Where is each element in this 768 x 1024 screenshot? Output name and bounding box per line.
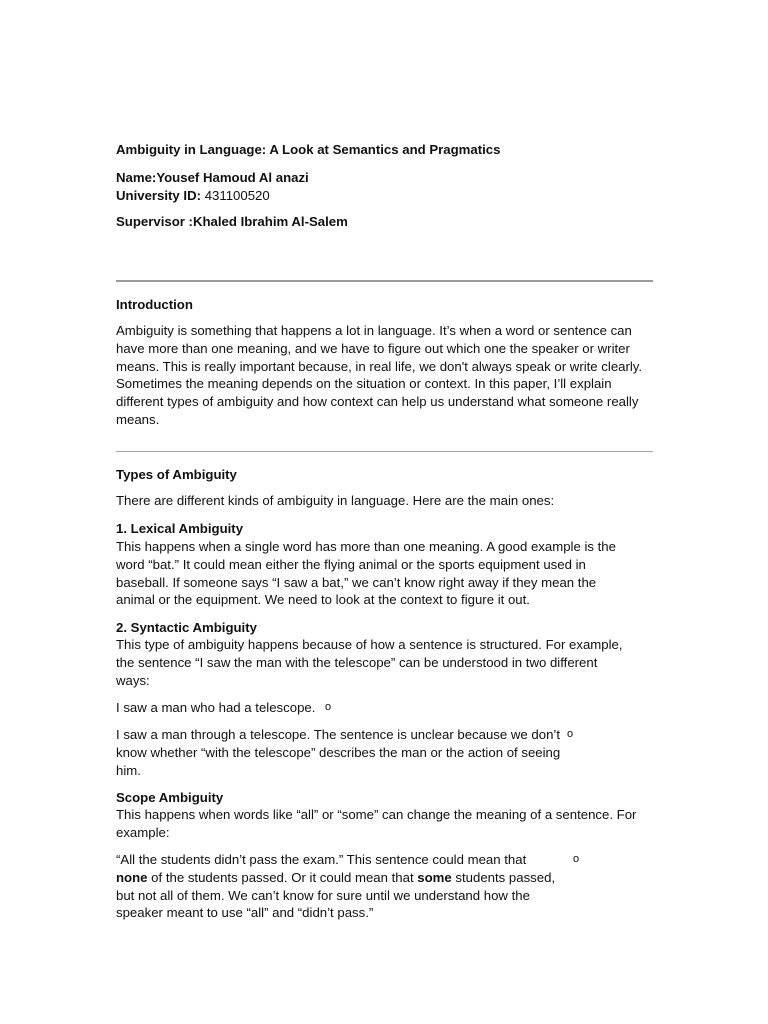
introduction-paragraph: Ambiguity is something that happens a lot in language. It’s when a word or sentence can have more than one meaning, and we have to figure out which one the speaker or writer means. This is really important because, in real life, we don't always speak or write clearly. Sometimes the meaning depends on the situation or context. In this paper, I’ll explain different types of ambiguity and how context can help us understand what someone really means.: [116, 323, 643, 427]
document-title: Ambiguity in Language: A Look at Semantics and Pragmatics: [116, 142, 501, 157]
syntactic-heading: 2. Syntactic Ambiguity: [116, 620, 257, 635]
list-item: [116, 851, 580, 922]
name-label: Name:: [116, 170, 157, 185]
name-value: Yousef Hamoud Al anazi: [156, 170, 309, 185]
id-value: 431100520: [204, 188, 270, 203]
list-item-text: [116, 851, 561, 922]
section-divider: [116, 451, 653, 452]
types-heading: Types of Ambiguity: [116, 467, 237, 482]
id-label: University ID:: [116, 188, 202, 203]
scope-heading: Scope Ambiguity: [116, 790, 224, 805]
syntactic-paragraph: This type of ambiguity happens because of how a sentence is structured. For example, the sentence “I saw the man with the telescope” can be understood in two different ways:: [116, 637, 623, 688]
emphasis-some: some: [417, 869, 452, 885]
list-item: [116, 726, 576, 779]
text-run: of the students passed. Or it could mean that: [147, 869, 418, 885]
emphasis-none: none: [116, 869, 148, 885]
scope-paragraph: This happens when words like “all” or “some” can change the meaning of a sentence. For example:: [116, 807, 637, 840]
list-item-text: I saw a man through a telescope. The sentence is unclear because we don’t know whether “with the telescope” describes the man or the action of seeing him.: [116, 727, 561, 778]
text-run: “All the students didn’t pass the exam.” This sentence could mean that: [116, 852, 527, 867]
author-name: [116, 169, 653, 187]
bullet-marker: o: [325, 701, 332, 713]
section-divider: [116, 280, 653, 282]
lexical-heading: 1. Lexical Ambiguity: [116, 521, 244, 536]
supervisor-line: Supervisor :Khaled Ibrahim Al-Salem: [116, 214, 348, 229]
introduction-heading: Introduction: [116, 297, 193, 312]
bullet-marker: o: [573, 853, 580, 865]
list-item: [116, 699, 576, 717]
lexical-paragraph: This happens when a single word has more than one meaning. A good example is the word “bat.” It could mean either the flying animal or the sports equipment used in baseball. If someone says “I saw a bat,” we can’t know right away if they mean the animal or the equipment. We need to look at the context to figure it out.: [116, 539, 616, 608]
bullet-marker: o: [567, 728, 574, 740]
university-id: [116, 187, 653, 205]
types-intro: There are different kinds of ambiguity in language. Here are the main ones:: [116, 493, 555, 508]
text-run: students passed, but not all of them. We can’t know for sure until we understand how the speaker meant to use “all” and “didn’t pass.”: [116, 869, 556, 921]
list-item-text: I saw a man who had a telescope.: [116, 700, 316, 715]
